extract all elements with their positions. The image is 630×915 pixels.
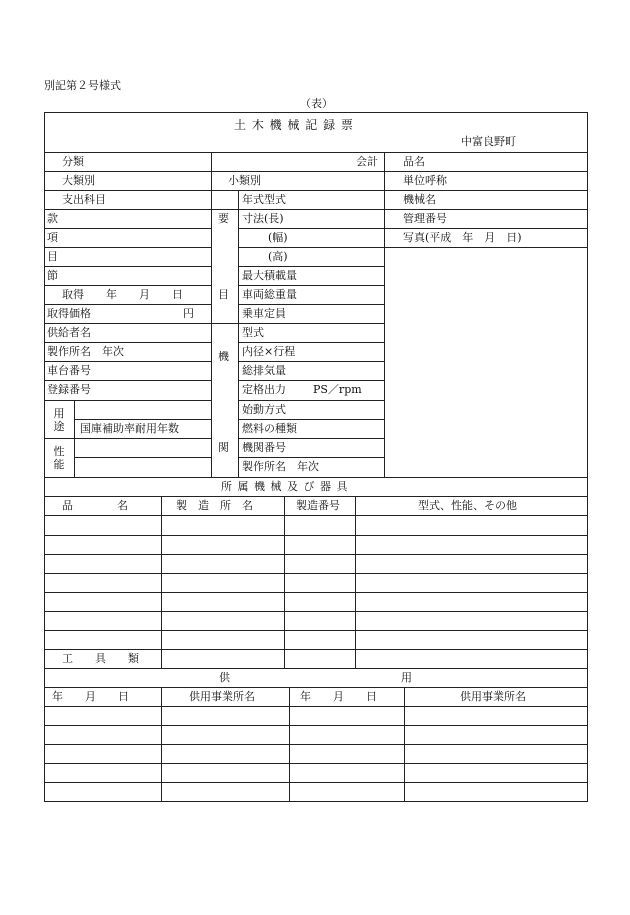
label-katashiki: 型式 <box>242 326 264 339</box>
label-sharyou: 車両総重量 <box>242 288 297 301</box>
label-shadai: 車台番号 <box>47 364 91 377</box>
label-kyoukyuusha: 供給者名 <box>47 326 91 339</box>
label-touroku: 登録番号 <box>47 383 91 396</box>
kyouyou-heading-2: 用 <box>401 671 412 684</box>
row-line <box>44 554 588 555</box>
row-line <box>44 342 211 343</box>
row-line <box>44 592 588 593</box>
col-line <box>161 687 162 802</box>
row-line <box>44 247 211 248</box>
label-kan-engine: 関 <box>218 441 229 454</box>
col-jigyousho-1: 供用事業所名 <box>189 690 255 703</box>
label-shishutsu: 支出科目 <box>62 193 106 206</box>
col-line <box>384 152 385 477</box>
label-kaikei: 会計 <box>356 155 378 168</box>
label-haba: (幅) <box>268 231 288 244</box>
row-line <box>238 247 384 248</box>
town-name: 中富良野町 <box>461 135 516 148</box>
label-ki: 機 <box>218 350 229 363</box>
label-shoubunrui: 小類別 <box>228 174 261 187</box>
label-tani: 単位呼称 <box>403 174 447 187</box>
row-line <box>238 342 384 343</box>
row-line <box>44 152 588 153</box>
row-line <box>44 266 211 267</box>
row-line <box>44 477 588 478</box>
row-line <box>44 285 211 286</box>
label-hinmei: 品名 <box>403 155 425 168</box>
row-line <box>44 782 588 783</box>
label-you: 要 <box>218 212 229 225</box>
label-kikaimei: 機械名 <box>403 193 436 206</box>
accessories-heading: 所 属 機 械 及 び 器 具 <box>221 480 349 493</box>
label-jousha: 乗車定員 <box>242 307 286 320</box>
row-line <box>384 209 588 210</box>
row-line <box>238 400 384 401</box>
label-seinou: 性 能 <box>53 445 65 471</box>
label-shutoku-date: 取得 年 月 日 <box>62 288 183 301</box>
row-line <box>74 419 211 420</box>
col-line <box>284 496 285 668</box>
label-teikaku: 定格出力 <box>242 383 286 396</box>
label-yen: 円 <box>183 307 194 320</box>
label-nenshiki: 年式型式 <box>242 193 286 206</box>
label-seisakusho: 製作所名 年次 <box>47 345 124 358</box>
row-line <box>44 380 211 381</box>
label-setsu: 節 <box>47 269 58 282</box>
kyouyou-heading-1: 供 <box>219 671 230 684</box>
row-line <box>44 687 588 688</box>
row-line <box>238 361 384 362</box>
col-line <box>161 496 162 668</box>
label-sunpou: 寸法(長) <box>242 212 284 225</box>
label-naikei: 内径×行程 <box>242 345 296 358</box>
label-shidou: 始動方式 <box>242 403 286 416</box>
row-line <box>238 457 384 458</box>
row-line <box>44 725 588 726</box>
col-katashiki-other: 型式、性能、その他 <box>418 499 517 512</box>
row-line <box>44 744 588 745</box>
row-line <box>44 496 588 497</box>
row-line <box>44 573 588 574</box>
form-number: 別記第２号様式 <box>44 79 121 92</box>
label-kan: 款 <box>47 212 58 225</box>
row-line <box>238 438 384 439</box>
row-line <box>44 400 211 401</box>
row-line <box>384 228 588 229</box>
row-line <box>44 668 588 669</box>
row-line <box>238 419 384 420</box>
label-kikan-bangou: 機関番号 <box>242 441 286 454</box>
label-moku-vertical: 目 <box>218 288 229 301</box>
form-side-label: （表） <box>300 97 333 110</box>
row-line <box>44 706 588 707</box>
col-jigyousho-2: 供用事業所名 <box>460 690 526 703</box>
col-date-2: 年 月 日 <box>300 690 377 703</box>
label-kou: 項 <box>47 231 58 244</box>
row-line <box>44 304 211 305</box>
label-shutoku-kakaku: 取得価格 <box>47 307 91 320</box>
row-line <box>44 630 588 631</box>
label-daibunrui: 大類別 <box>62 174 95 187</box>
label-souhaiki: 総排気量 <box>242 364 286 377</box>
col-seizou-bangou: 製造番号 <box>296 499 340 512</box>
row-line <box>44 515 588 516</box>
col-line <box>238 190 239 477</box>
row-line <box>74 457 211 458</box>
row-line <box>44 438 211 439</box>
row-line <box>44 649 588 650</box>
row-line <box>44 171 588 172</box>
row-line <box>238 228 384 229</box>
label-tools: 工 具 類 <box>62 652 139 665</box>
col-line <box>211 152 212 477</box>
label-moku: 目 <box>47 250 58 263</box>
col-line <box>74 400 75 477</box>
row-line <box>44 228 211 229</box>
label-ps-rpm: PS／rpm <box>313 383 362 396</box>
col-line <box>289 687 290 802</box>
label-shashin: 写真(平成 年 月 日) <box>403 231 522 244</box>
row-line <box>44 763 588 764</box>
row-line <box>44 611 588 612</box>
row-line <box>44 535 588 536</box>
form-title: 土 木 機 械 記 録 票 <box>234 118 354 132</box>
col-line <box>355 496 356 668</box>
row-line <box>238 285 384 286</box>
row-line <box>44 209 384 210</box>
label-hojo: 国庫補助率耐用年数 <box>80 422 179 435</box>
row-line <box>44 323 384 324</box>
row-line <box>238 380 384 381</box>
col-line <box>404 687 405 802</box>
row-line <box>384 247 588 248</box>
row-line <box>44 190 588 191</box>
label-youto: 用 途 <box>53 407 65 433</box>
row-line <box>238 304 384 305</box>
col-seizousho: 製 造 所 名 <box>176 499 253 512</box>
col-date-1: 年 月 日 <box>52 690 129 703</box>
label-nenryou: 燃料の種類 <box>242 422 297 435</box>
row-line <box>238 266 384 267</box>
label-seisaku-nenji: 製作所名 年次 <box>242 460 319 473</box>
row-line <box>44 361 211 362</box>
label-bunrui: 分類 <box>62 155 84 168</box>
col-hinmei: 品 名 <box>62 499 128 512</box>
label-saidai: 最大積載量 <box>242 269 297 282</box>
label-kanri: 管理番号 <box>403 212 447 225</box>
label-taka: (高) <box>268 250 288 263</box>
